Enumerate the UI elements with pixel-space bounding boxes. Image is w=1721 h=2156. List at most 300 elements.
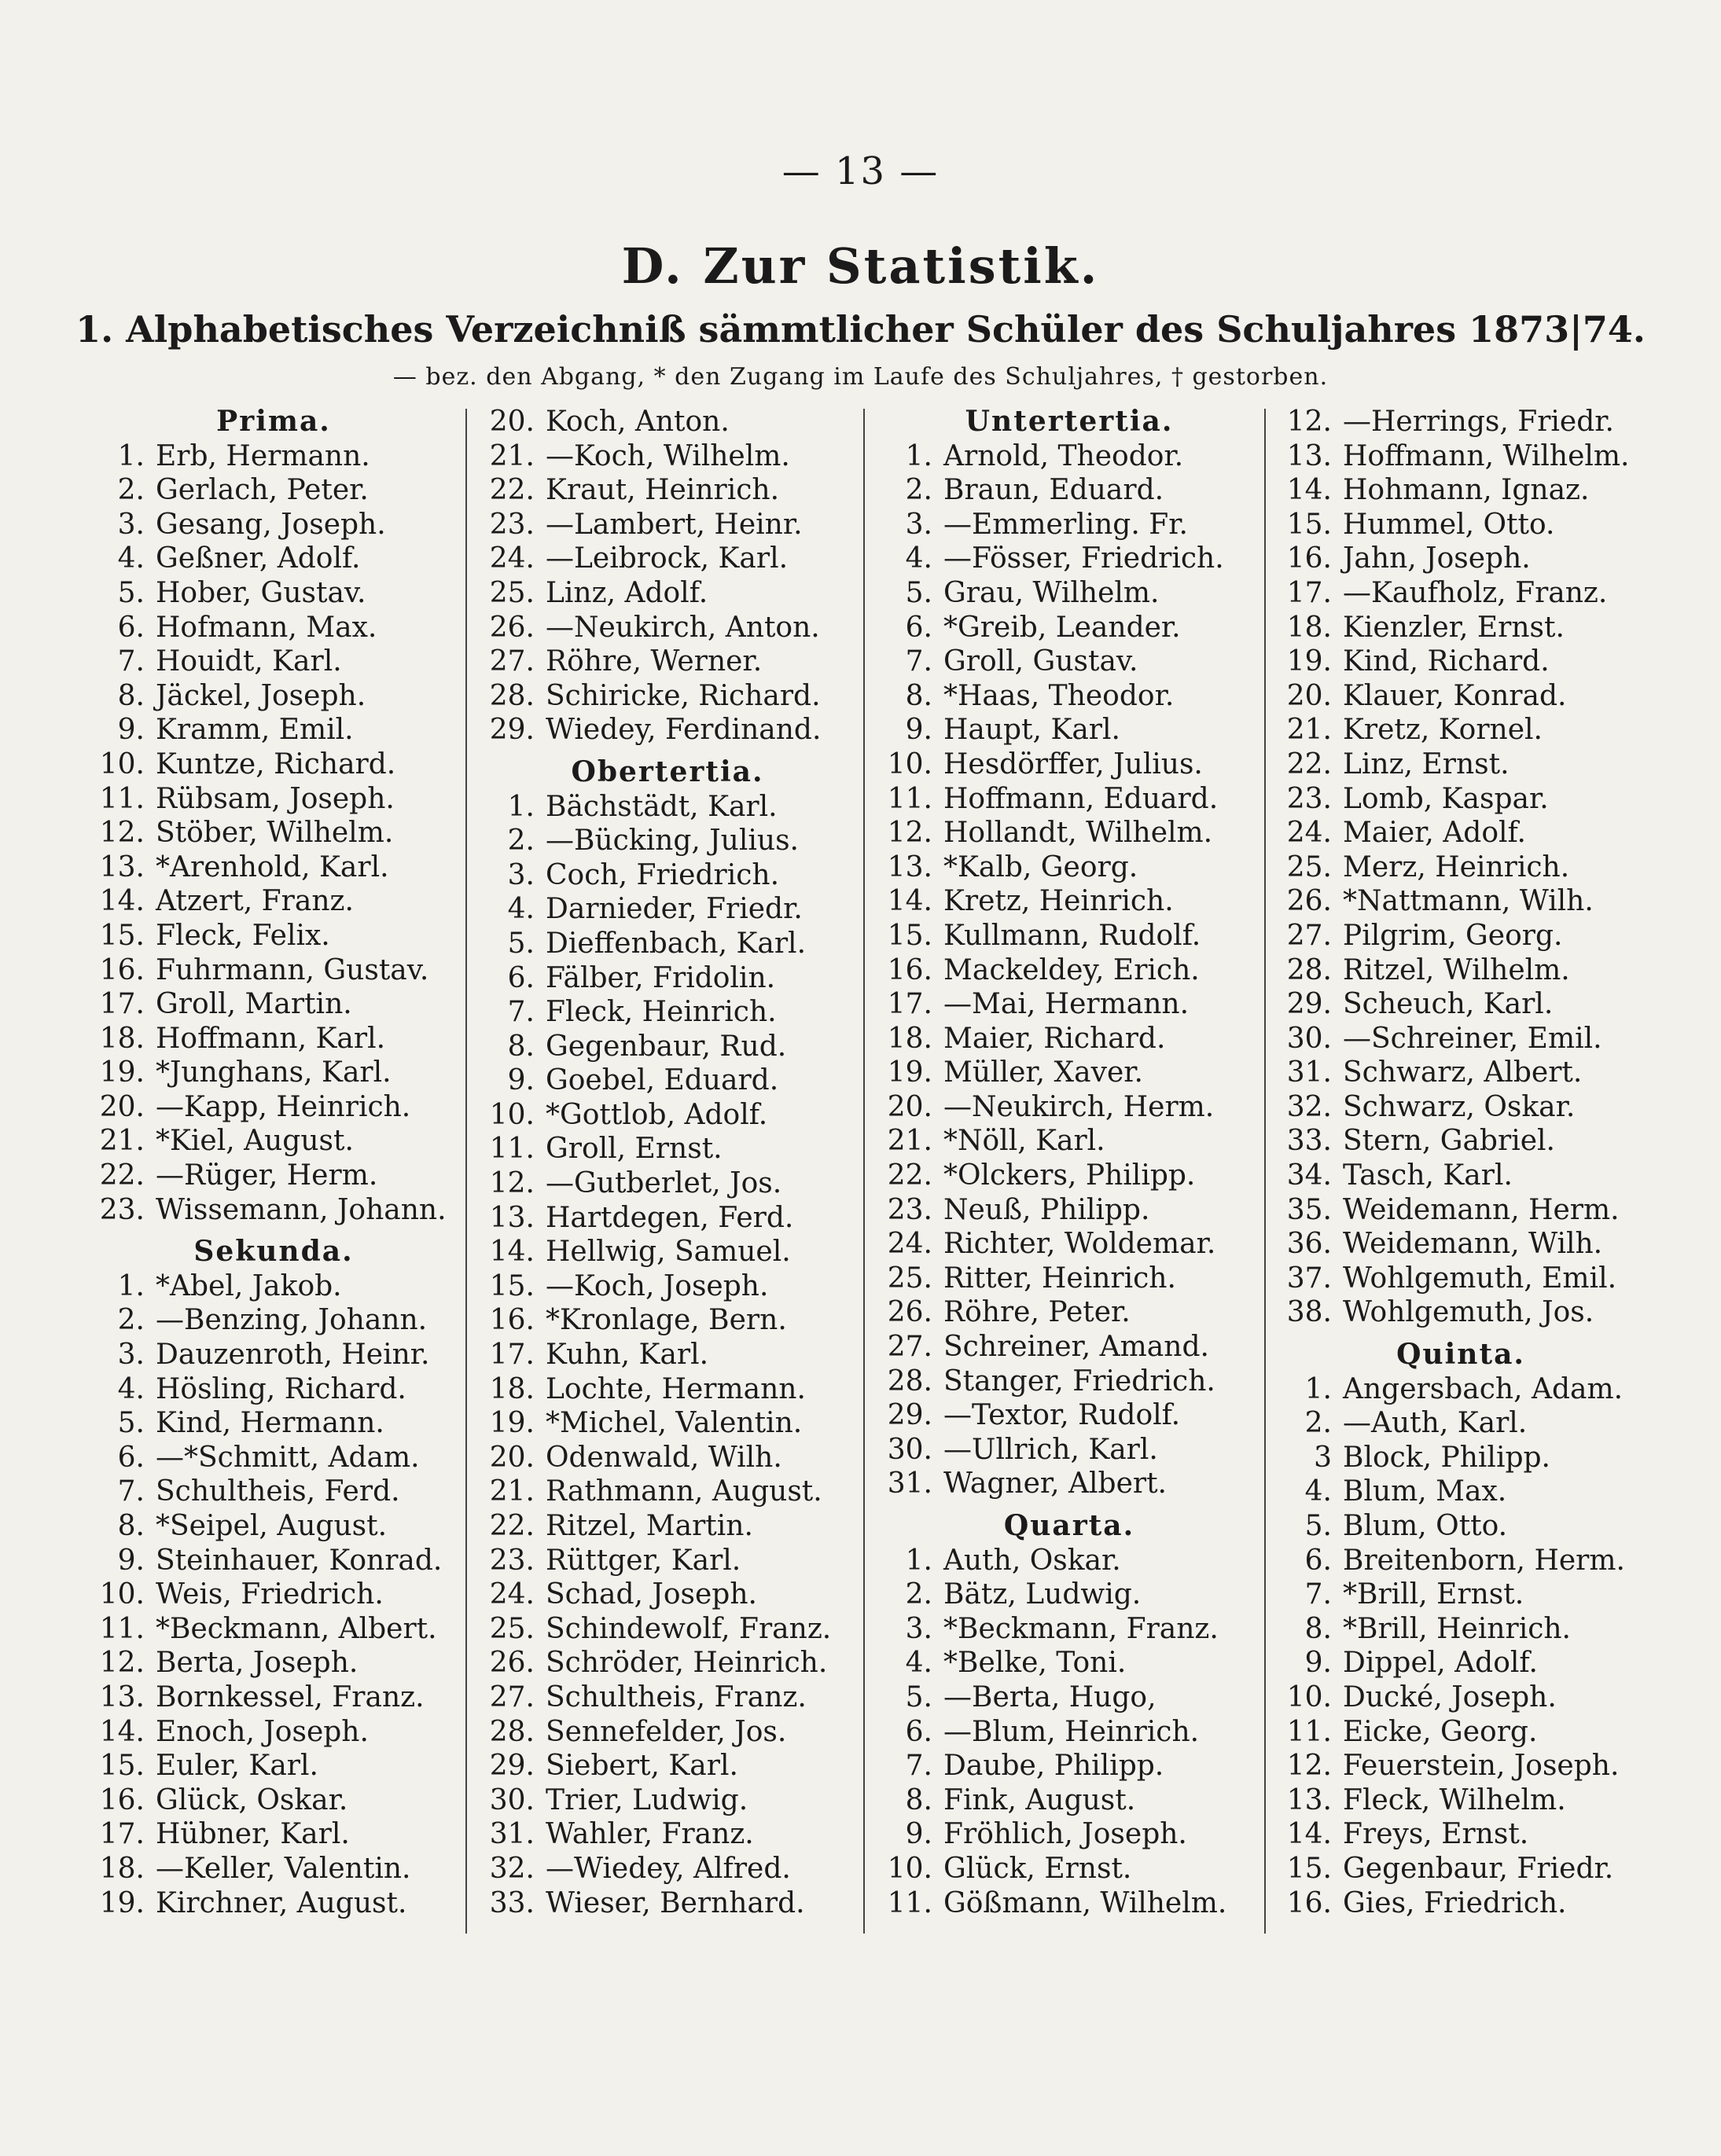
student-entry: [881, 679, 1258, 714]
student-number: 5.: [117, 1407, 145, 1440]
student-name: Schindewolf, Franz.: [546, 1612, 832, 1645]
student-entry: [483, 1578, 852, 1612]
student-number: 22.: [1286, 747, 1332, 780]
student-entry: [881, 473, 1258, 508]
student-number: 1.: [507, 790, 535, 823]
student-name: Gegenbaur, Rud.: [546, 1030, 787, 1063]
student-name: —Wiedey, Alfred.: [546, 1852, 791, 1885]
student-number: 37.: [1286, 1262, 1332, 1295]
student-entry: [483, 1372, 852, 1407]
student-entry: [881, 987, 1258, 1022]
student-entry: [1280, 1475, 1642, 1509]
student-name: Schultheis, Ferd.: [156, 1475, 400, 1508]
student-entry: [93, 713, 454, 747]
student-name: *Kalb, Georg.: [943, 850, 1138, 883]
student-number: 10.: [489, 1098, 535, 1131]
student-name: Trier, Ludwig.: [546, 1783, 748, 1816]
student-entry: [1280, 439, 1642, 474]
student-entry: [881, 1817, 1258, 1852]
student-number: 1.: [905, 1544, 932, 1577]
student-name: Wohlgemuth, Jos.: [1343, 1296, 1594, 1329]
student-number: 14.: [99, 1715, 145, 1748]
student-entry: [483, 824, 852, 858]
student-entry: [881, 1295, 1258, 1330]
section-gap: [881, 1501, 1258, 1509]
student-entry: [483, 1441, 852, 1475]
student-name: Bächstädt, Karl.: [546, 790, 778, 823]
student-entry: [1280, 850, 1642, 885]
student-number: 20.: [99, 1090, 145, 1123]
student-entry: [1280, 1056, 1642, 1090]
student-name: Weidemann, Herm.: [1343, 1193, 1620, 1226]
student-number: 29.: [887, 1399, 932, 1432]
student-entry: [881, 576, 1258, 611]
student-name: Hoffmann, Karl.: [156, 1022, 386, 1055]
student-entry: [483, 1783, 852, 1818]
student-entry: [93, 1680, 454, 1715]
student-name: Fröhlich, Joseph.: [943, 1818, 1187, 1851]
student-number: 16.: [1286, 542, 1332, 575]
student-name: Enoch, Joseph.: [156, 1715, 369, 1748]
student-number: 11.: [887, 782, 932, 815]
student-number: 25.: [489, 1612, 535, 1645]
student-name: Hesdörffer, Julius.: [943, 747, 1203, 780]
student-number: 17.: [489, 1339, 535, 1372]
student-name: —Keller, Valentin.: [156, 1852, 411, 1885]
student-entry: [881, 508, 1258, 542]
student-entry: [1280, 1124, 1642, 1159]
student-name: Hösling, Richard.: [156, 1372, 406, 1405]
student-entry: [93, 1269, 454, 1304]
student-number: 7.: [905, 1750, 932, 1783]
student-number: 2.: [1304, 1407, 1332, 1440]
student-name: Wiedey, Ferdinand.: [546, 714, 822, 747]
student-number: 11.: [887, 1886, 932, 1919]
student-entry: [93, 850, 454, 885]
student-number: 35.: [1286, 1193, 1332, 1226]
student-name: *Gottlob, Adolf.: [546, 1098, 768, 1131]
student-entry: [1280, 1090, 1642, 1125]
student-number: 4.: [1304, 1475, 1332, 1508]
student-number: 4.: [117, 1372, 145, 1405]
student-entry: [483, 645, 852, 679]
student-name: Müller, Xaver.: [943, 1056, 1143, 1089]
student-name: Jäckel, Joseph.: [156, 679, 366, 712]
column-2: [483, 405, 852, 1920]
student-number: 25.: [1286, 850, 1332, 883]
student-number: 33.: [489, 1886, 535, 1919]
student-name: Lochte, Hermann.: [546, 1372, 806, 1405]
student-entry: [881, 1090, 1258, 1125]
class-heading-untertertia: Untertertia.: [965, 405, 1174, 438]
student-number: 6.: [905, 1715, 932, 1748]
student-name: Glück, Oskar.: [156, 1783, 348, 1816]
student-name: Kirchner, August.: [156, 1886, 407, 1919]
student-entry: [881, 645, 1258, 679]
student-entry: [881, 1612, 1258, 1647]
student-number: 2.: [507, 825, 535, 858]
student-name: Linz, Adolf.: [546, 576, 708, 609]
student-number: 22.: [887, 1159, 932, 1192]
class-heading-prima: Prima.: [216, 405, 331, 438]
student-name: Maier, Richard.: [943, 1022, 1166, 1055]
student-number: 22.: [489, 474, 535, 507]
student-number: 15.: [489, 1269, 535, 1302]
student-number: 19.: [99, 1056, 145, 1089]
student-name: Hellwig, Samuel.: [546, 1236, 791, 1269]
student-name: Block, Philipp.: [1343, 1441, 1550, 1474]
student-entry: [1280, 884, 1642, 919]
student-entry: [1280, 1646, 1642, 1680]
student-name: —Textor, Rudolf.: [943, 1399, 1181, 1432]
student-entry: [93, 747, 454, 782]
student-entry: [881, 1159, 1258, 1193]
student-number: 6.: [507, 961, 535, 994]
student-entry: [93, 816, 454, 850]
student-number: 2.: [905, 1578, 932, 1611]
student-name: Röhre, Werner.: [546, 645, 763, 678]
student-entry: [881, 1467, 1258, 1501]
student-number: 21.: [1286, 714, 1332, 747]
student-number: 4.: [905, 542, 932, 575]
student-name: Hofmann, Max.: [156, 611, 377, 644]
student-number: 14.: [489, 1236, 535, 1269]
column-divider: [465, 409, 467, 1934]
student-name: —Koch, Joseph.: [546, 1269, 769, 1302]
student-name: Hohmann, Ignaz.: [1343, 474, 1590, 507]
student-entry: [1280, 1578, 1642, 1612]
student-number: 14.: [1286, 1818, 1332, 1851]
student-number: 27.: [887, 1331, 932, 1364]
student-entry: [483, 961, 852, 996]
student-name: Groll, Martin.: [156, 988, 352, 1021]
student-name: *Brill, Heinrich.: [1343, 1612, 1572, 1645]
student-name: Daube, Philipp.: [943, 1750, 1164, 1783]
student-number: 34.: [1286, 1159, 1332, 1192]
student-entry: [1280, 679, 1642, 714]
student-name: Hübner, Karl.: [156, 1818, 350, 1851]
student-entry: [93, 1056, 454, 1090]
student-name: Gegenbaur, Friedr.: [1343, 1852, 1614, 1885]
student-entry: [93, 1338, 454, 1372]
student-name: *Beckmann, Franz.: [943, 1612, 1219, 1645]
student-number: 3.: [507, 858, 535, 891]
student-entry: [483, 1715, 852, 1750]
student-entry: [1280, 919, 1642, 953]
student-entry: [1280, 747, 1642, 782]
student-entry: [93, 1817, 454, 1852]
student-number: 29.: [1286, 988, 1332, 1021]
student-number: 1.: [117, 1269, 145, 1302]
student-number: 17.: [99, 988, 145, 1021]
student-number: 18.: [1286, 611, 1332, 644]
student-number: 27.: [1286, 919, 1332, 952]
student-name: Lomb, Kaspar.: [1343, 782, 1549, 815]
student-entry: [881, 1227, 1258, 1262]
student-name: Schröder, Heinrich.: [546, 1647, 828, 1680]
student-number: 10.: [887, 747, 932, 780]
student-entry: [881, 1262, 1258, 1296]
student-entry: [483, 1475, 852, 1509]
student-number: 8.: [117, 1510, 145, 1542]
student-entry: [1280, 542, 1642, 576]
student-entry: [881, 1193, 1258, 1228]
student-number: 18.: [99, 1022, 145, 1055]
student-number: 7.: [905, 645, 932, 678]
student-number: 3.: [117, 508, 145, 541]
student-name: Röhre, Peter.: [943, 1296, 1131, 1329]
student-number: 24.: [489, 1578, 535, 1611]
student-name: —Emmerling. Fr.: [943, 508, 1188, 541]
student-name: Hollandt, Wilhelm.: [943, 817, 1213, 850]
student-number: 25.: [887, 1262, 932, 1295]
student-name: Atzert, Franz.: [156, 885, 354, 918]
student-number: 5.: [905, 576, 932, 609]
student-entry: [881, 953, 1258, 988]
student-entry: [93, 439, 454, 474]
student-entry: [881, 1578, 1258, 1612]
student-name: Wagner, Albert.: [943, 1467, 1167, 1500]
section-gap: [1280, 1330, 1642, 1338]
student-number: 13.: [887, 850, 932, 883]
student-name: —Fösser, Friedrich.: [943, 542, 1224, 575]
student-number: 28.: [489, 1715, 535, 1748]
student-number: 15.: [1286, 508, 1332, 541]
list-title: 1. Alphabetisches Verzeichniß sämmtlicher Schüler des Schuljahres 1873|74.: [75, 308, 1646, 351]
student-number: 3.: [905, 508, 932, 541]
student-entry: [881, 1680, 1258, 1715]
student-name: Fleck, Felix.: [156, 919, 330, 952]
student-name: Merz, Heinrich.: [1343, 850, 1570, 883]
student-number: 22.: [99, 1159, 145, 1192]
student-entry: [483, 576, 852, 611]
student-name: Kuhn, Karl.: [546, 1339, 709, 1372]
section-gap: [483, 747, 852, 755]
student-number: 12.: [489, 1167, 535, 1200]
student-entry: [93, 1124, 454, 1159]
student-entry: [483, 1269, 852, 1304]
student-number: 14.: [1286, 474, 1332, 507]
student-name: Steinhauer, Konrad.: [156, 1544, 443, 1577]
student-entry: [1280, 405, 1642, 439]
student-number: 15.: [99, 919, 145, 952]
student-name: Wieser, Bernhard.: [546, 1886, 805, 1919]
student-name: Koch, Anton.: [546, 406, 730, 438]
student-name: —Berta, Hugo,: [943, 1680, 1157, 1713]
student-entry: [93, 1886, 454, 1921]
student-number: 13.: [1286, 439, 1332, 472]
student-name: Ducké, Joseph.: [1343, 1680, 1557, 1713]
student-entry: [483, 892, 852, 927]
student-name: *Haas, Theodor.: [943, 679, 1175, 712]
student-entry: [1280, 1715, 1642, 1750]
student-entry: [483, 1201, 852, 1236]
student-name: —Neukirch, Anton.: [546, 611, 820, 644]
student-entry: [483, 1303, 852, 1338]
student-number: 23.: [1286, 782, 1332, 815]
student-number: 7.: [117, 1475, 145, 1508]
student-name: Glück, Ernst.: [943, 1852, 1132, 1885]
student-name: Mackeldey, Erich.: [943, 953, 1200, 986]
student-name: Tasch, Karl.: [1343, 1159, 1513, 1192]
column-3: [881, 405, 1258, 1920]
student-entry: [483, 1646, 852, 1680]
student-name: —Gutberlet, Jos.: [546, 1167, 782, 1200]
student-number: 28.: [887, 1364, 932, 1398]
student-number: 17.: [1286, 576, 1332, 609]
student-number: 13.: [1286, 1783, 1332, 1816]
student-name: —Benzing, Johann.: [156, 1304, 428, 1337]
student-number: 6.: [905, 611, 932, 644]
student-name: Rüttger, Karl.: [546, 1544, 741, 1577]
student-entry: [483, 473, 852, 508]
student-name: —*Schmitt, Adam.: [156, 1441, 420, 1474]
student-name: Houidt, Karl.: [156, 645, 342, 678]
column-1: [93, 405, 454, 1920]
student-name: Richter, Woldemar.: [943, 1228, 1216, 1261]
student-name: —Koch, Wilhelm.: [546, 439, 790, 472]
student-name: Hober, Gustav.: [156, 576, 366, 609]
student-entry: [93, 1303, 454, 1338]
student-name: Kretz, Kornel.: [1343, 714, 1543, 747]
student-entry: [1280, 953, 1642, 988]
student-entry: [483, 1680, 852, 1715]
student-number: 30.: [887, 1433, 932, 1466]
student-name: Auth, Oskar.: [943, 1544, 1121, 1577]
student-number: 2.: [905, 474, 932, 507]
student-name: Angersbach, Adam.: [1343, 1372, 1624, 1405]
student-entry: [93, 987, 454, 1022]
student-entry: [483, 1509, 852, 1544]
student-entry: [483, 1235, 852, 1269]
student-name: Dauzenroth, Heinr.: [156, 1339, 430, 1372]
student-entry: [1280, 1193, 1642, 1228]
student-entry: [483, 679, 852, 714]
student-name: Grau, Wilhelm.: [943, 576, 1160, 609]
student-name: Eicke, Georg.: [1343, 1715, 1538, 1748]
student-number: 28.: [1286, 953, 1332, 986]
student-name: —Leibrock, Karl.: [546, 542, 789, 575]
student-name: Kind, Hermann.: [156, 1407, 384, 1440]
student-name: Bätz, Ludwig.: [943, 1578, 1142, 1611]
student-number: 29.: [489, 714, 535, 747]
student-number: 12.: [1286, 406, 1332, 438]
student-name: Stern, Gabriel.: [1343, 1125, 1555, 1158]
student-name: Fink, August.: [943, 1783, 1136, 1816]
student-entry: [1280, 1159, 1642, 1193]
student-entry: [93, 645, 454, 679]
student-entry: [483, 1817, 852, 1852]
student-entry: [483, 611, 852, 645]
student-entry: [881, 611, 1258, 645]
student-number: 1.: [905, 439, 932, 472]
student-number: 16.: [887, 953, 932, 986]
student-entry: [483, 1749, 852, 1783]
student-name: *Nattmann, Wilh.: [1343, 885, 1594, 918]
student-entry: [1280, 645, 1642, 679]
student-entry: [483, 995, 852, 1030]
student-entry: [93, 542, 454, 576]
student-entry: [483, 790, 852, 825]
student-number: 31.: [887, 1467, 932, 1500]
student-number: 10.: [99, 1578, 145, 1611]
student-name: Feuerstein, Joseph.: [1343, 1750, 1620, 1783]
student-name: Bornkessel, Franz.: [156, 1680, 425, 1713]
student-number: 30.: [489, 1783, 535, 1816]
student-entry: [1280, 1680, 1642, 1715]
student-number: 22.: [489, 1510, 535, 1542]
student-number: 11.: [489, 1133, 535, 1166]
student-number: 13.: [99, 1680, 145, 1713]
student-name: Weis, Friedrich.: [156, 1578, 384, 1611]
student-number: 17.: [887, 988, 932, 1021]
student-number: 2.: [117, 474, 145, 507]
student-entry: [93, 1159, 454, 1193]
student-name: *Brill, Ernst.: [1343, 1578, 1524, 1611]
student-name: Fuhrmann, Gustav.: [156, 953, 429, 986]
student-entry: [483, 927, 852, 961]
student-name: Neuß, Philipp.: [943, 1193, 1150, 1226]
student-entry: [483, 542, 852, 576]
student-number: 33.: [1286, 1125, 1332, 1158]
student-name: Gößmann, Wilhelm.: [943, 1886, 1227, 1919]
student-name: Fleck, Heinrich.: [546, 996, 777, 1029]
student-number: 28.: [489, 679, 535, 712]
student-name: *Beckmann, Albert.: [156, 1612, 437, 1645]
section-title: D. Zur Statistik.: [621, 237, 1100, 295]
student-name: *Arenhold, Karl.: [156, 850, 389, 883]
student-name: Ritzel, Wilhelm.: [1343, 953, 1570, 986]
student-entry: [881, 1330, 1258, 1364]
student-entry: [93, 1715, 454, 1750]
student-number: 27.: [489, 1680, 535, 1713]
student-number: 31.: [1286, 1056, 1332, 1089]
student-name: *Michel, Valentin.: [546, 1407, 803, 1440]
student-entry: [881, 713, 1258, 747]
student-name: Blum, Otto.: [1343, 1510, 1508, 1542]
student-entry: [93, 1090, 454, 1125]
student-name: —Bücking, Julius.: [546, 825, 799, 858]
student-name: *Kiel, August.: [156, 1125, 354, 1158]
student-number: 21.: [99, 1125, 145, 1158]
student-entry: [93, 1441, 454, 1475]
student-entry: [1280, 1022, 1642, 1056]
student-name: Hoffmann, Eduard.: [943, 782, 1219, 815]
student-number: 13.: [489, 1201, 535, 1234]
student-entry: [483, 439, 852, 474]
student-number: 23.: [887, 1193, 932, 1226]
student-entry: [881, 1646, 1258, 1680]
class-heading-quinta: Quinta.: [1396, 1338, 1525, 1372]
student-entry: [881, 1783, 1258, 1818]
student-number: 12.: [1286, 1750, 1332, 1783]
student-entry: [93, 1406, 454, 1441]
student-name: Gesang, Joseph.: [156, 508, 386, 541]
student-number: 27.: [489, 645, 535, 678]
student-number: 4.: [507, 893, 535, 926]
student-entry: [881, 1022, 1258, 1056]
student-entry: [483, 858, 852, 893]
student-number: 14.: [887, 885, 932, 918]
student-number: 20.: [887, 1090, 932, 1123]
student-entry: [93, 679, 454, 714]
student-entry: [483, 405, 852, 439]
student-number: 23.: [489, 1544, 535, 1577]
student-name: Schultheis, Franz.: [546, 1680, 807, 1713]
student-number: 11.: [99, 1612, 145, 1645]
student-name: Ritzel, Martin.: [546, 1510, 753, 1542]
student-entry: [93, 1509, 454, 1544]
